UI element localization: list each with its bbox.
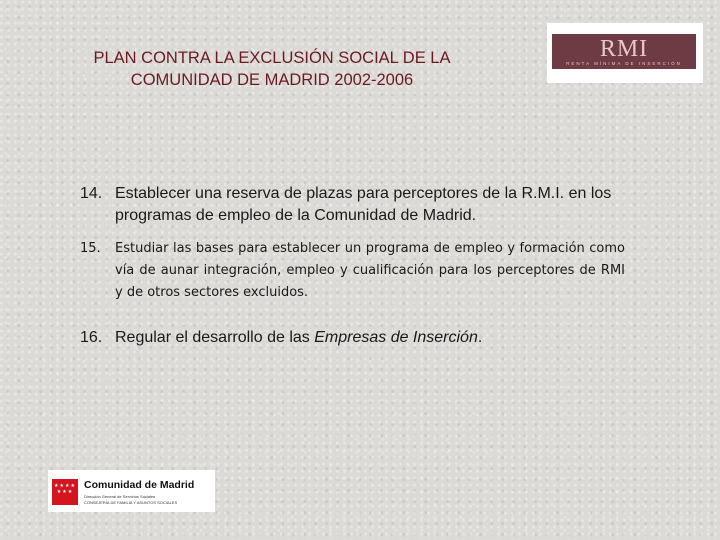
rmi-logo-badge	[552, 34, 696, 69]
item-number: 15.	[80, 241, 101, 256]
logo-subtitle-2: CONSEJERÍA DE FAMILIA Y ASUNTOS SOCIALES	[84, 500, 178, 505]
item-text-suffix: .	[477, 329, 483, 346]
item-text	[115, 327, 640, 349]
list-item-15	[80, 238, 640, 304]
title-line-1: PLAN CONTRA LA EXCLUSIÓN SOCIAL DE LA	[93, 49, 451, 67]
rmi-logo-mark: RMI	[599, 36, 649, 62]
item-text: Estudiar las bases para establecer un programa de empleo y formación como vía de aunar integración, empleo y cualificación para los perceptores de RMI y de otros sectores excluidos.	[115, 241, 625, 300]
item-number: 14.	[80, 185, 103, 202]
item-text-prefix: Regular el desarrollo de las	[115, 329, 315, 346]
flag-icon	[52, 479, 78, 505]
comunidad-madrid-logo	[48, 470, 215, 512]
logo-name: Comunidad de Madrid	[84, 479, 195, 491]
logo-subtitle-1: Dirección General de Servicios Sociales	[84, 494, 156, 499]
list-item-16	[80, 327, 640, 349]
stars-icon: ★★★★ ★★★	[54, 483, 76, 495]
list-item-14	[80, 183, 640, 227]
item-number: 16.	[80, 329, 103, 346]
rmi-logo-subtitle: RENTA MÍNIMA DE INSERCIÓN	[566, 61, 682, 66]
item-text: Establecer una reserva de plazas para perceptores de la R.M.I. en los programas de empleo de la Comunidad de Madrid.	[115, 185, 612, 224]
rmi-logo	[547, 23, 703, 83]
title-line-2: COMUNIDAD DE MADRID 2002-2006	[130, 71, 414, 89]
page-title	[62, 47, 482, 91]
item-text-emphasis: Empresas de Inserción	[314, 329, 478, 346]
